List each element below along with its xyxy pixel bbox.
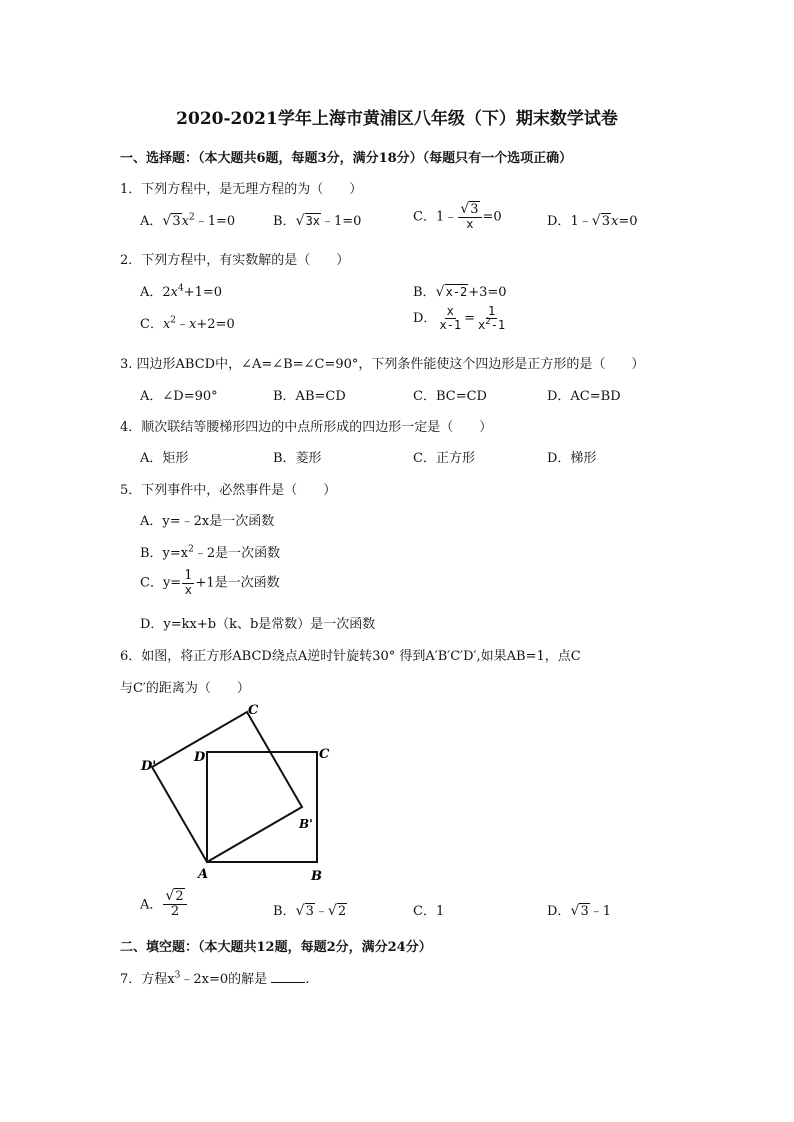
question-3-option-c: C．BC=CD bbox=[413, 389, 487, 404]
question-6-stem-line1: 6．如图，将正方形ABCD绕点A逆时针旋转30° 得到A′B′C′D′,如果AB=1，点C bbox=[120, 649, 581, 664]
question-5-option-d: D．y=kx+b（k、b是常数）是一次函数 bbox=[140, 617, 376, 632]
question-5-option-c: C．y= $\frac{1}{x}$ +1是一次函数 bbox=[140, 568, 280, 598]
label-a: A bbox=[198, 867, 209, 882]
label-d: D bbox=[194, 750, 206, 765]
question-3-option-b: B．AB=CD bbox=[273, 389, 346, 404]
label-d-prime: D' bbox=[141, 759, 157, 774]
question-2-option-d: D． $\frac{x}{x-1}$ = $\frac{1}{x^2-1}$ bbox=[413, 304, 506, 333]
question-6-option-a: A． √ $\frac{2}{2}$ bbox=[140, 890, 188, 920]
question-4-option-b: B．菱形 bbox=[273, 451, 322, 466]
question-3-stem: 3. 四边形ABCD中，∠A=∠B=∠C=90°，下列条件能使这个四边形是正方形的是（ ） bbox=[120, 357, 645, 372]
question-3-option-a: A．∠D=90° bbox=[140, 389, 218, 404]
question-2-option-b: B．√ x-2+3=0 bbox=[413, 281, 507, 300]
question-4-stem: 4．顺次联结等腰梯形四边的中点所形成的四边形一定是（ ） bbox=[120, 420, 493, 435]
label-c-prime: C bbox=[248, 703, 259, 718]
question-2-option-c: C．$x^2﹣x+2=0$ bbox=[140, 315, 235, 332]
question-1-option-d: D．1﹣√ 3x=0 bbox=[547, 210, 638, 229]
section-2-heading: 二、填空题：（本大题共12题，每题2分，满分24分） bbox=[120, 940, 432, 955]
question-3-option-d: D．AC=BD bbox=[547, 389, 621, 404]
question-2-option-a: A．$2x^4+1=0$ bbox=[140, 283, 223, 300]
question-4-option-d: D．梯形 bbox=[547, 451, 597, 466]
label-c: C bbox=[319, 747, 330, 762]
question-7: 7．方程$x^3﹣2x=0$的解是 . bbox=[120, 970, 310, 987]
question-6-stem-line2: 与C′的距离为（ ） bbox=[120, 681, 250, 696]
question-6-option-b: B．√ 3﹣√ 2 bbox=[273, 900, 347, 919]
question-1-option-a: A．√ $3x^2﹣1=0$ bbox=[140, 210, 235, 229]
question-5-option-a: A．y=﹣2x是一次函数 bbox=[140, 514, 275, 529]
question-5-option-b: B．$y=x^2﹣2$是一次函数 bbox=[140, 544, 281, 561]
label-b-prime: B' bbox=[299, 817, 313, 831]
question-4-option-a: A．矩形 bbox=[140, 451, 189, 466]
question-6-option-d: D．√ 3﹣1 bbox=[547, 900, 611, 919]
question-6-option-c: C．1 bbox=[413, 904, 445, 919]
rotated-square-figure bbox=[135, 700, 345, 885]
question-1-option-c: C．1﹣ √ $\frac{3}{x}$ =0 bbox=[413, 203, 502, 231]
question-5-stem: 5．下列事件中，必然事件是（ ） bbox=[120, 483, 337, 498]
question-1-stem: 1．下列方程中，是无理方程的为（ ） bbox=[120, 182, 363, 197]
question-2-stem: 2．下列方程中，有实数解的是（ ） bbox=[120, 253, 350, 268]
question-4-option-c: C．正方形 bbox=[413, 451, 475, 466]
square-ab-prime-c-prime-d-prime bbox=[152, 712, 302, 862]
label-b: B bbox=[311, 869, 322, 884]
answer-blank[interactable] bbox=[271, 970, 305, 983]
question-1-option-b: B．√ 3x﹣1=0 bbox=[273, 210, 361, 229]
section-1-heading: 一、选择题：（本大题共6题，每题3分，满分18分）（每题只有一个选项正确） bbox=[120, 151, 573, 166]
page-title: 2020-2021学年上海市黄浦区八年级（下）期末数学试卷 bbox=[176, 109, 618, 129]
